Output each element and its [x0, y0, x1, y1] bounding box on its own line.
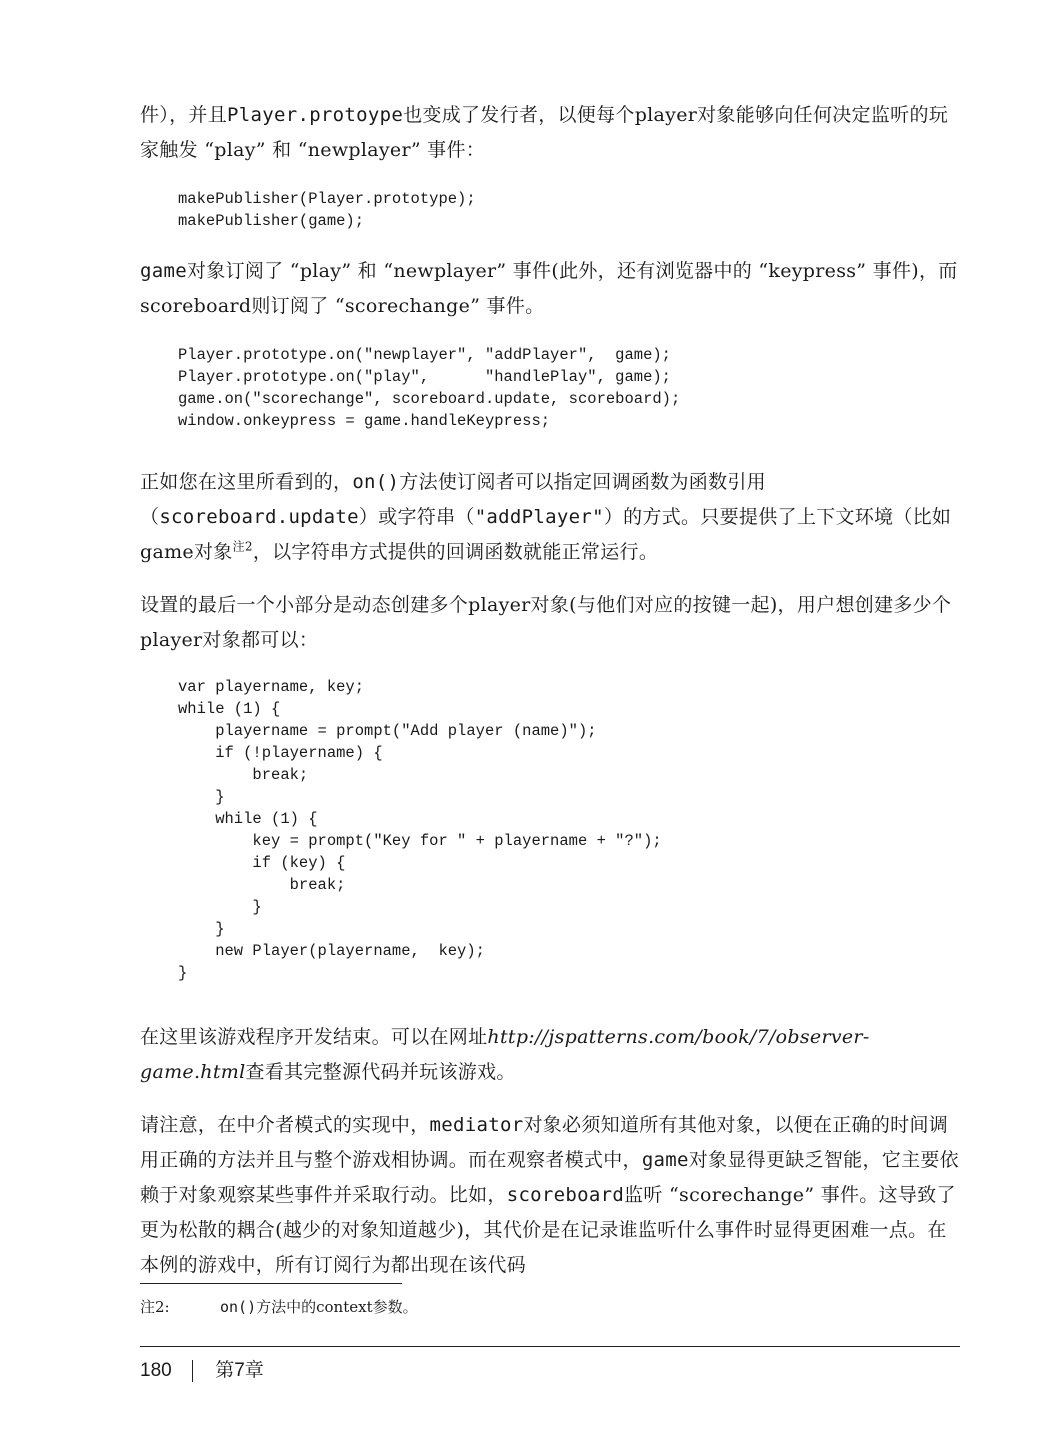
inline-code: on() — [352, 471, 400, 493]
footnote-text: 方法中的context参数。 — [256, 1298, 418, 1316]
paragraph-4: 设置的最后一个小部分是动态创建多个player对象(与他们对应的按键一起)，用户想创建多少个player对象都可以： — [140, 594, 952, 651]
inline-code: game — [140, 260, 187, 282]
footer-separator — [192, 1360, 194, 1382]
code-block-2: Player.prototype.on("newplayer", "addPlayer", game); Player.prototype.on("play", "handlePlay", game); game.on("scorechange", scoreboard.update, scoreboard); window.onkeypress = game.handleKeypress; — [178, 346, 681, 430]
paragraph-5: 在这里该游戏程序开发结束。可以在网址http://jspatterns.com/book/7/observer-game.html查看其完整源代码并玩该游戏。 — [140, 1026, 870, 1083]
inline-code: "addPlayer" — [474, 506, 604, 528]
code-block-3: var playername, key; while (1) { playername = prompt("Add player (name)"); if (!playername) { break; } while (1) { key = prompt("Key for " + playername + "?"); if (key) { break; } } new Player(playername, key); } — [178, 678, 662, 982]
chapter-label: 第7章 — [215, 1360, 264, 1381]
inline-code: scoreboard.update — [159, 506, 359, 528]
footer-divider — [140, 1346, 960, 1347]
paragraph-1: 件），并且Player.protoype也变成了发行者，以便每个player对象能够向任何决定监听的玩家触发 “play” 和 “newplayer” 事件： — [140, 104, 949, 161]
inline-code: mediator — [429, 1114, 524, 1136]
paragraph-6: 请注意，在中介者模式的实现中，mediator对象必须知道所有其他对象，以便在正确的时间调用正确的方法并且与整个游戏相协调。而在观察者模式中，game对象显得更缺乏智能，它主要依赖于对象观察某些事件并采取行动。比如，scoreboard监听 “scorechange” 事件。这导致了更为松散的耦合(越少的对象知道越少)，其代价是在记录谁监听什么事件时显得更困难一点。在本例的游戏中，所有订阅行为都出现在该代码 — [140, 1114, 959, 1276]
footnote-divider — [140, 1283, 402, 1284]
page-footer — [140, 1357, 264, 1385]
page-number: 180 — [140, 1360, 172, 1381]
footnote-marker[interactable]: 注2 — [232, 539, 253, 554]
source-url-link[interactable]: http://jspatterns.com/book/7/observer-game.html — [140, 1026, 870, 1083]
code-block-1: makePublisher(Player.prototype); makePublisher(game); — [178, 190, 476, 230]
footnote — [140, 1296, 418, 1318]
inline-code: on() — [220, 1298, 257, 1316]
inline-code: scoreboard — [506, 1184, 625, 1206]
inline-code: Player.protoype — [227, 104, 404, 126]
paragraph-3: 正如您在这里所看到的，on()方法使订阅者可以指定回调函数为函数引用（scoreboard.update）或字符串（"addPlayer"）的方式。只要提供了上下文环境（比如game对象$^{注2}$，以字符串方式提供的回调函数就能正常运行。 — [140, 471, 952, 563]
footnote-label: 注2: — [140, 1298, 170, 1316]
inline-code: game — [641, 1149, 689, 1171]
paragraph-2: game对象订阅了 “play” 和 “newplayer” 事件(此外，还有浏览器中的 “keypress” 事件)，而scoreboard则订阅了 “scorechange” 事件。 — [140, 260, 958, 317]
